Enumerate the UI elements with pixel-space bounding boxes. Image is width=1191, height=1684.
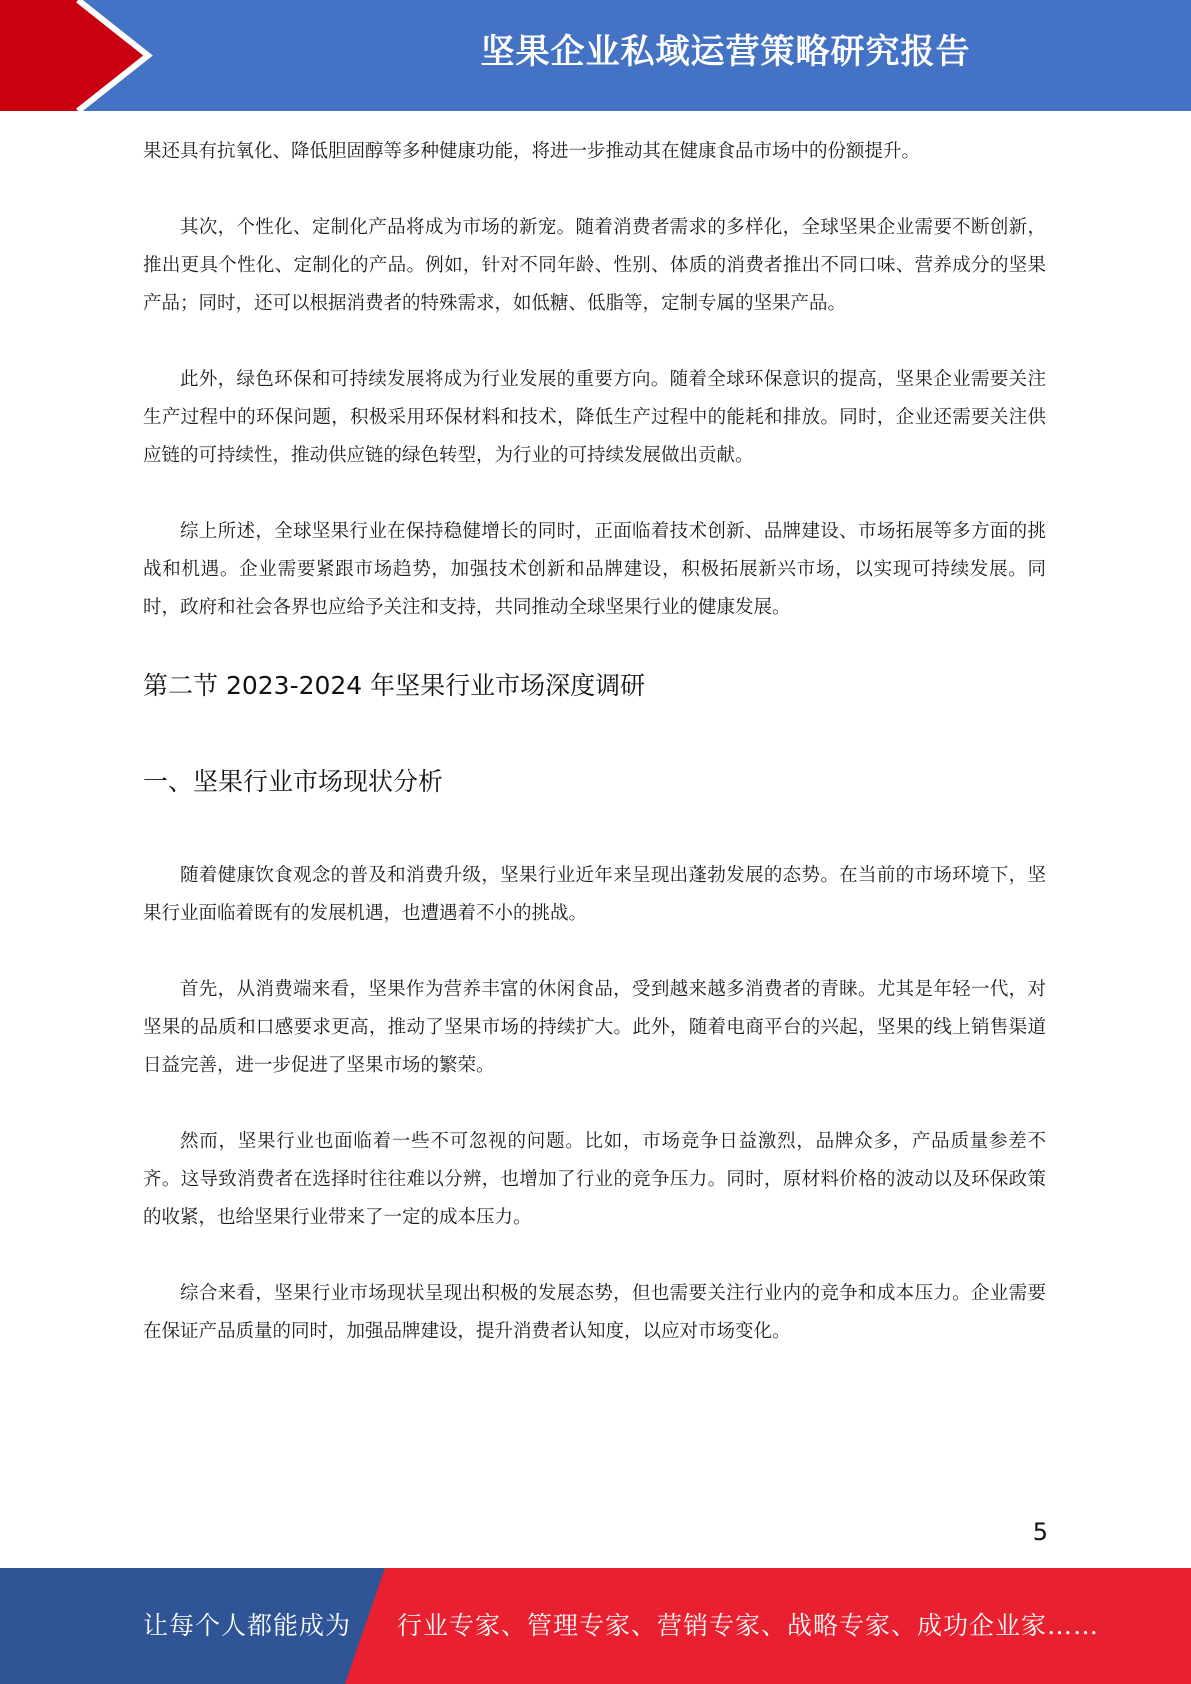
report-title: 坚果企业私域运营策略研究报告 xyxy=(480,32,971,72)
paragraph: 综合来看，坚果行业市场现状呈现出积极的发展态势，但也需要关注行业内的竞争和成本压力。企业需要在保证产品质量的同时，加强品牌建设，提升消费者认知度，以应对市场变化。 xyxy=(143,1283,1046,1342)
paragraph: 然而，坚果行业也面临着一些不可忽视的问题。比如，市场竞争日益激烈，品牌众多，产品质量参差不齐。这导致消费者在选择时往往难以分辨，也增加了行业的竞争压力。同时，原材料价格的波动以及环保政策的收紧，也给坚果行业带来了一定的成本压力。 xyxy=(143,1131,1046,1228)
header-chevron-graphic xyxy=(0,0,160,111)
page-footer xyxy=(0,1568,1191,1684)
document-body xyxy=(143,133,1046,1389)
footer-slogan-left: 让每个人都能成为 xyxy=(143,1611,352,1640)
paragraph: 随着健康饮食观念的普及和消费升级，坚果行业近年来呈现出蓬勃发展的态势。在当前的市场环境下，坚果行业面临着既有的发展机遇，也遭遇着不小的挑战。 xyxy=(143,865,1046,924)
paragraph: 综上所述，全球坚果行业在保持稳健增长的同时，正面临着技术创新、品牌建设、市场拓展等多方面的挑战和机遇。企业需要紧跟市场趋势，加强技术创新和品牌建设，积极拓展新兴市场，以实现可持续发展。同时，政府和社会各界也应给予关注和支持，共同推动全球坚果行业的健康发展。 xyxy=(143,521,1046,618)
subsection-heading: 一、坚果行业市场现状分析 xyxy=(143,767,444,796)
section-heading: 第二节 2023-2024 年坚果行业市场深度调研 xyxy=(143,671,646,700)
paragraph-continuation: 果还具有抗氧化、降低胆固醇等多种健康功能，将进一步推动其在健康食品市场中的份额提升。 xyxy=(143,141,921,162)
paragraph: 首先，从消费端来看，坚果作为营养丰富的休闲食品，受到越来越多消费者的青睐。尤其是年轻一代，对坚果的品质和口感要求更高，推动了坚果市场的持续扩大。此外，随着电商平台的兴起，坚果的线上销售渠道日益完善，进一步促进了坚果市场的繁荣。 xyxy=(143,979,1046,1076)
page-number: 5 xyxy=(1032,1518,1048,1546)
footer-slogan-right: 行业专家、管理专家、营销专家、战略专家、成功企业家…… xyxy=(397,1611,1100,1640)
header-red-chevron xyxy=(0,0,148,111)
page-header xyxy=(0,0,1191,111)
paragraph: 此外，绿色环保和可持续发展将成为行业发展的重要方向。随着全球环保意识的提高，坚果企业需要关注生产过程中的环保问题，积极采用环保材料和技术，降低生产过程中的能耗和排放。同时，企业还需要关注供应链的可持续性，推动供应链的绿色转型，为行业的可持续发展做出贡献。 xyxy=(143,369,1046,466)
paragraph: 其次，个性化、定制化产品将成为市场的新宠。随着消费者需求的多样化，全球坚果企业需要不断创新，推出更具个性化、定制化的产品。例如，针对不同年龄、性别、体质的消费者推出不同口味、营养成分的坚果产品；同时，还可以根据消费者的特殊需求，如低糖、低脂等，定制专属的坚果产品。 xyxy=(143,217,1046,314)
